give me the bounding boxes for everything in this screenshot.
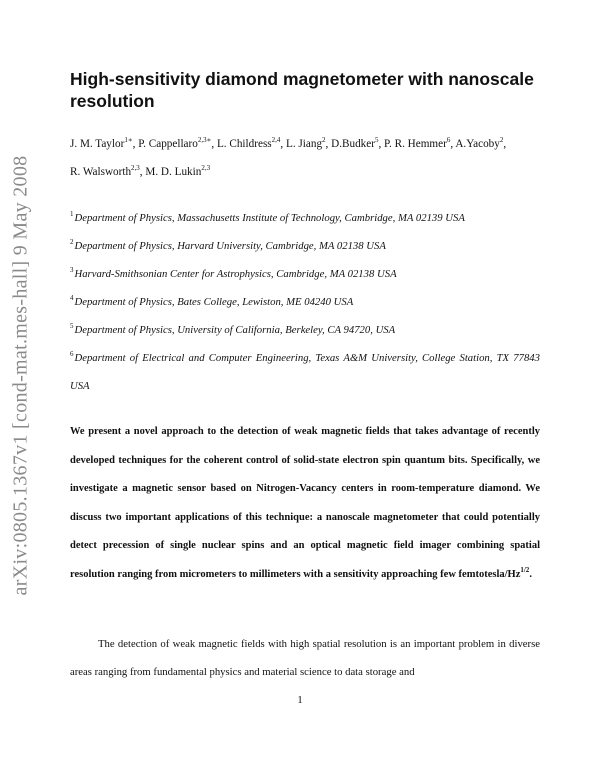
affiliation: $^4$Department of Physics, Bates College, Lewiston, ME 04240 USA xyxy=(70,294,354,308)
page-number: 1 xyxy=(297,694,303,706)
affiliation-list xyxy=(70,204,540,400)
author-list xyxy=(70,130,540,186)
abstract-exponent: 1/2 xyxy=(520,565,530,574)
author: P. R. Hemmer$^6$, xyxy=(384,136,456,150)
author: L. Childress$^{2,4}$, xyxy=(216,136,286,150)
arxiv-side-stamp xyxy=(6,150,36,600)
author: R. Walsworth$^{2,3}$, xyxy=(70,164,146,178)
arxiv-identifier: arXiv:0805.1367v1 [cond-mat.mes-hall] 9 May 2008 xyxy=(9,155,32,595)
author: L. Jiang$^2$, xyxy=(286,136,332,150)
author: P. Cappellaro$^{2,3∗}$, xyxy=(138,136,217,150)
affiliation: $^3$Harvard-Smithsonian Center for Astrophysics, Cambridge, MA 02138 USA xyxy=(70,266,397,280)
affiliation: $^5$Department of Physics, University of California, Berkeley, CA 94720, USA xyxy=(70,322,396,336)
paper-title: High-sensitivity diamond magnetometer with nanoscale resolution xyxy=(70,69,534,111)
author: J. M. Taylor$^{1∗}$, xyxy=(70,136,139,150)
affiliation: $^2$Department of Physics, Harvard University, Cambridge, MA 02138 USA xyxy=(70,238,386,252)
author: A.Yacoby$^2$, xyxy=(455,136,507,150)
body-paragraph: The detection of weak magnetic fields with high spatial resolution is an important problem in diverse areas ranging from fundamental physics and material science to data storage and xyxy=(70,638,540,678)
affiliation: $^1$Department of Physics, Massachusetts Institute of Technology, Cambridge, MA 02139 USA xyxy=(70,210,465,224)
abstract: We present a novel approach to the detection of weak magnetic fields that takes advantage of recently developed techniques for the coherent control of solid-state electron spin quantum bits. Specifically, we investigate a magnetic sensor based on Nitrogen-Vacancy centers in room-temperature diamond. We discuss two important applications of this technique: a nanoscale magnetometer that could potentially detect precession of single nuclear spins and an optical magnetic field imager combining spatial resolution ranging from micrometers to millimeters with a sensitivity approaching few femtotesla/$Hz^{1/2}$. xyxy=(70,426,540,580)
affiliation: $^6$Department of Electrical and Computer Engineering, Texas A&M University, College Station, TX 77843 USA xyxy=(70,350,540,392)
author: M. D. Lukin$^{2,3}$ xyxy=(145,164,211,178)
author: D.Budker$^5$, xyxy=(331,136,385,150)
